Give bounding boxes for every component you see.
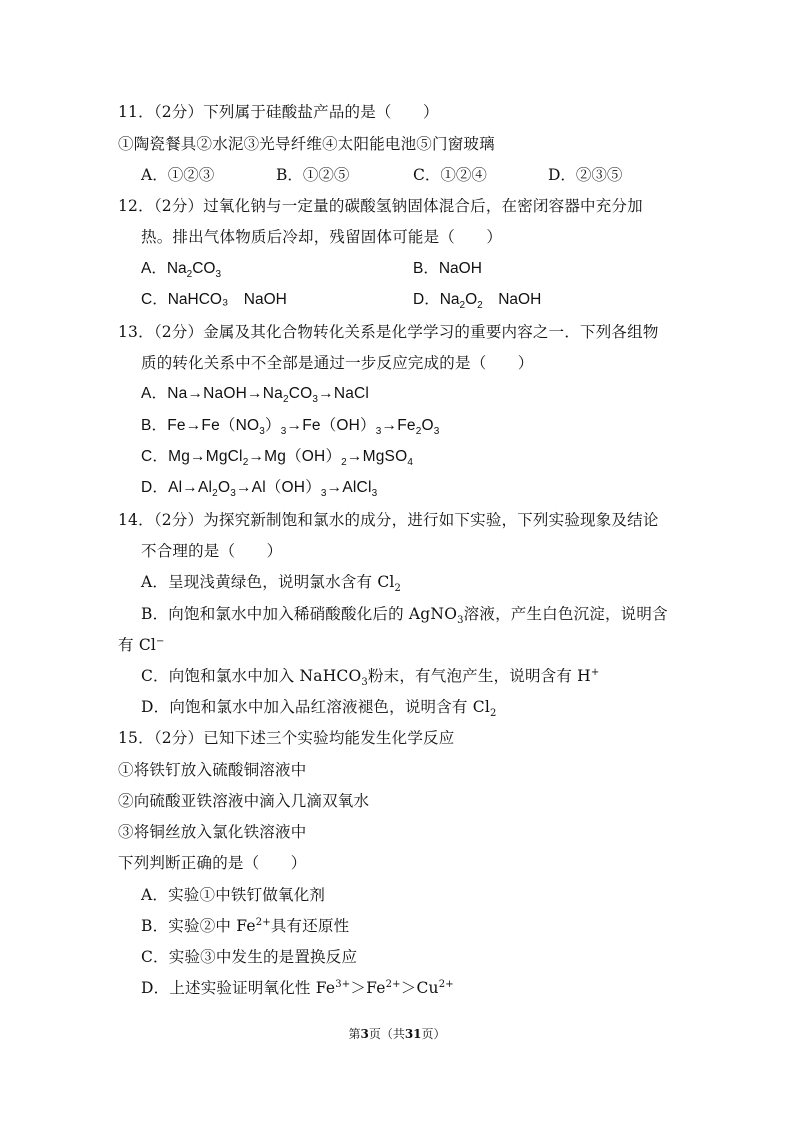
q15-experiment-2: ②向硫酸亚铁溶液中滴入几滴双氧水	[118, 792, 370, 810]
q14-option-b-line2: 有 Cl−	[118, 635, 165, 654]
q12-option-d: D．$Na_2O_2$ NaOH	[413, 291, 542, 312]
q13-option-c: C．$Mg\to MgCl_2\to Mg(OH)_2\to MgSO_4$	[141, 448, 414, 469]
q15-option-a: A．实验①中铁钉做氧化剂	[141, 886, 326, 904]
q15-stem: 15．（2分）已知下述三个实验均能发生化学反应	[118, 729, 455, 747]
q14-option-d: D．向饱和氯水中加入品红溶液褪色，说明含有 $Cl_2$	[141, 698, 497, 720]
q11-option-c: C．①②④	[413, 166, 487, 184]
q14-option-b-line1: B．向饱和氯水中加入稀硝酸酸化后的 AgNO$_3$溶液，产生白色沉淀，说明含	[141, 605, 668, 627]
page-footer: 第3页（共31页）	[348, 1027, 446, 1041]
q13-stem-line1: 13．（2分）金属及其化合物转化关系是化学学习的重要内容之一．下列各组物	[118, 323, 659, 341]
q15-option-b: B．实验②中 $Fe^{2+}$具有还原性	[141, 916, 350, 935]
q12-option-b: B．NaOH	[413, 260, 482, 277]
q11-items: ①陶瓷餐具②水泥③光导纤维④太阳能电池⑤门窗玻璃	[118, 135, 495, 153]
q15-question: 下列判断正确的是（ ）	[118, 854, 307, 872]
q13-stem-line2: 质的转化关系中不全部是通过一步反应完成的是（ ）	[141, 354, 534, 372]
q14-stem-line1: 14．（2分）为探究新制饱和氯水的成分，进行如下实验，下列实验现象及结论	[118, 511, 659, 529]
q14-option-c: C．向饱和氯水中加入 NaHCO$_3$粉末，有气泡产生，说明含有 H+	[141, 666, 600, 689]
q15-experiment-3: ③将铜丝放入氯化铁溶液中	[118, 823, 307, 841]
q13-option-b: B．$Fe\to Fe(NO_3)_3\to Fe(OH)_3\to Fe_2O_3$	[141, 417, 440, 438]
q12-stem-line1: 12．（2分）过氧化钠与一定量的碳酸氢钠固体混合后，在密闭容器中充分加	[118, 197, 643, 215]
q11-stem: 11．（2分）下列属于硅酸盐产品的是（ ）	[118, 103, 439, 121]
q14-option-a: A．呈现浅黄绿色，说明氯水含有 $Cl_2$	[141, 573, 402, 595]
q15-option-c: C．实验③中发生的是置换反应	[141, 948, 358, 966]
q11-option-a: A．①②③	[141, 166, 215, 184]
q13-option-d: D．$Al\to Al_2O_3\to Al(OH)_3\to AlCl_3$	[141, 479, 378, 500]
q15-experiment-1: ①将铁钉放入硫酸铜溶液中	[118, 761, 307, 779]
q15-option-d: D．上述实验证明氧化性 $Fe^{3+}>Fe^{2+}>Cu^{2+}$	[141, 978, 454, 997]
q12-option-c: C．NaHCO₃ NaOH	[141, 291, 287, 308]
q11-option-d: D．②③⑤	[548, 166, 623, 184]
q14-stem-line2: 不合理的是（ ）	[141, 542, 283, 560]
q12-option-a: A．$Na_2CO_3$	[141, 260, 222, 281]
q13-option-a: A．$Na\to NaOH\to Na_2CO_3\to NaCl$	[141, 385, 370, 406]
q11-option-b: B．①②⑤	[276, 166, 350, 184]
q12-stem-line2: 热。排出气体物质后冷却，残留固体可能是（ ）	[141, 228, 503, 246]
